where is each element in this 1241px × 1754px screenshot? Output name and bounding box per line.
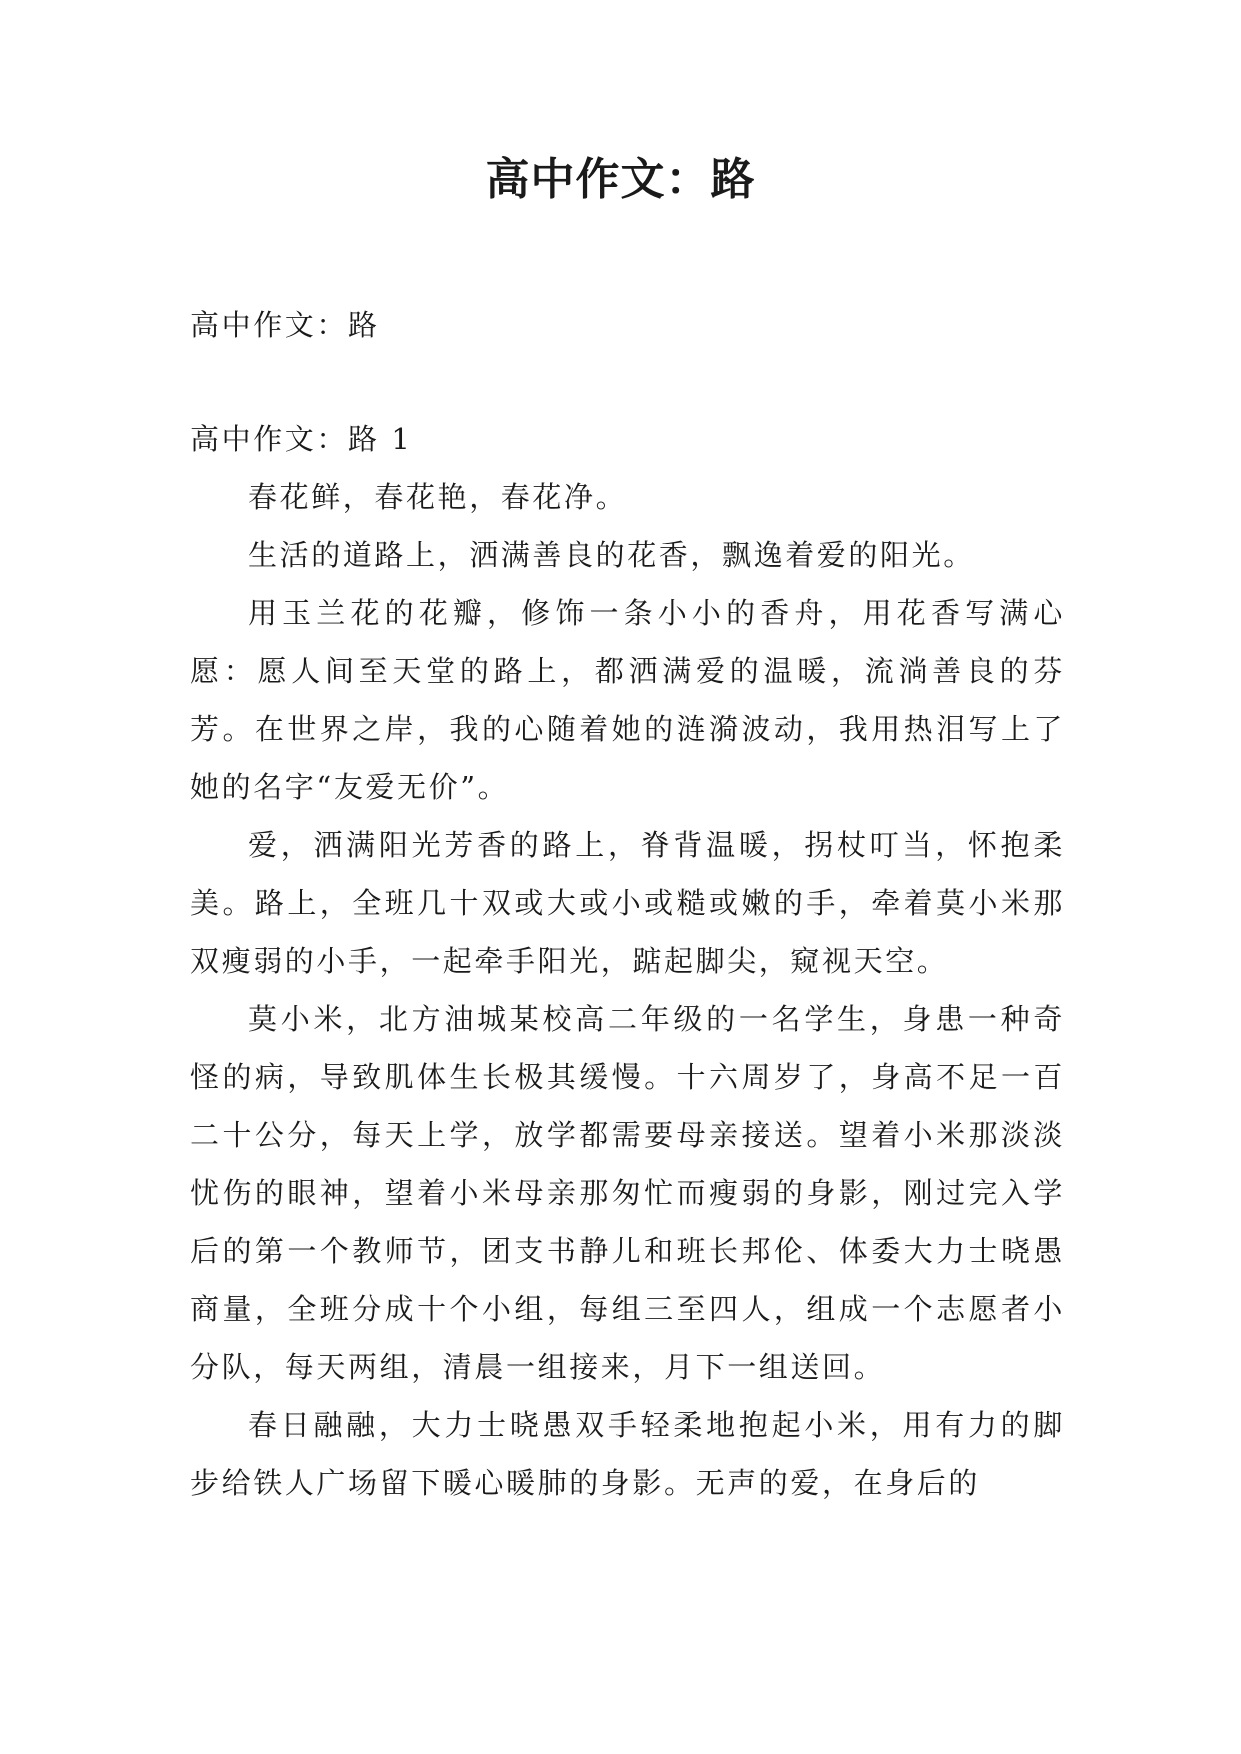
paragraph: 用玉兰花的花瓣，修饰一条小小的香舟，用花香写满心愿：愿人间至天堂的路上，都洒满爱的温暖，流淌善良的芬芳。在世界之岸，我的心随着她的涟漪波动，我用热泪写上了她的名字“友爱无价”。 [190, 596, 1065, 804]
document-title: 高中作文：路 [485, 154, 756, 205]
paragraph: 春花鲜，春花艳，春花净。 [248, 480, 628, 514]
paragraph: 春日融融，大力士晓愚双手轻柔地抱起小米，用有力的脚步给铁人广场留下暖心暖肺的身影。无声的爱，在身后的 [190, 1408, 1065, 1500]
section-heading: 高中作文：路 1 [190, 422, 413, 456]
document-subtitle: 高中作文：路 [190, 308, 380, 342]
document-body [190, 296, 1065, 1512]
spacer [190, 354, 1065, 410]
paragraph: 生活的道路上，洒满善良的花香，飘逸着爱的阳光。 [248, 538, 975, 572]
paragraph: 莫小米，北方油城某校高二年级的一名学生，身患一种奇怪的病，导致肌体生长极其缓慢。十六周岁了，身高不足一百二十公分，每天上学，放学都需要母亲接送。望着小米那淡淡忧伤的眼神，望着小米母亲那匆忙而瘦弱的身影，刚过完入学后的第一个教师节，团支书静儿和班长邦伦、体委大力士晓愚商量，全班分成十个小组，每组三至四人，组成一个志愿者小分队，每天两组，清晨一组接来，月下一组送回。 [190, 1002, 1065, 1384]
paragraph: 爱，洒满阳光芳香的路上，脊背温暖，拐杖叮当，怀抱柔美。路上，全班几十双或大或小或糙或嫩的手，牵着莫小米那双瘦弱的小手，一起牵手阳光，踮起脚尖，窥视天空。 [190, 828, 1065, 978]
